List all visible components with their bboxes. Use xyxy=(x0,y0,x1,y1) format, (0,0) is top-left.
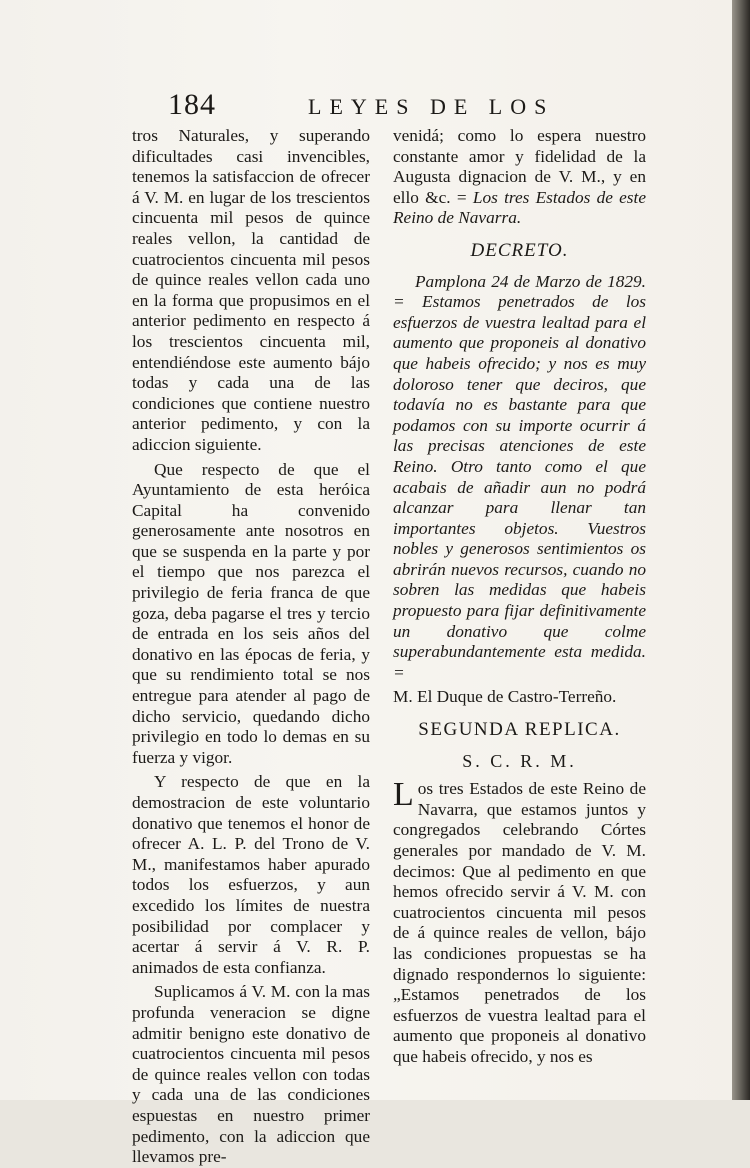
page-number: 184 xyxy=(168,88,216,121)
decree-block xyxy=(393,272,646,708)
replica-subheading: S. C. R. M. xyxy=(462,750,577,771)
decree-signature: M. El Duque de Castro-Terreño. xyxy=(393,687,617,707)
estates-signature: Los tres Estados de este Reino de Navarra. xyxy=(393,187,646,228)
paragraph: tros Naturales, y superando dificultades casi invencibles, tenemos la satisfaccion de ofrecer á V. M. en lugar de los trescientos cincuenta mil pesos de quince reales vellon, la cantidad de cuatrocientos cincuenta mil pesos de quince reales vellon cada uno en la forma que propusimos en el anterior pedimento en respecto á los trescientos cincuenta mil, entendiéndose este aumento bájo todas y cada una de las condiciones que contiene nuestro anterior pedimento, y con la adiccion siguiente. xyxy=(132,126,370,454)
left-column xyxy=(132,126,370,1168)
paragraph: Suplicamos á V. M. con la mas profunda veneracion se digne admitir benigno este donativo de cuatrocientos cincuenta mil pesos de quince reales vellon con todas y cada una de las condiciones espuestas en nuestro primer pedimento, con la adiccion que llevamos pre- xyxy=(132,982,370,1167)
replica-text: os tres Estados de este Reino de Navarra, que estamos juntos y congregados celebrando Córtes generales por mandado de V. M. decimos: Que al pedimento en que hemos ofrecido servir á V. M. con cuatrocientos cincuenta mil pesos de á quince reales de vellon, bájo las condiciones propuestas se ha dignado respondernos lo siguiente: „Estamos penetrados de los esfuerzos de vuestra lealtad para el aumento que proponeis al donativo que habeis ofrecido, y nos es xyxy=(393,779,646,1066)
page-header xyxy=(168,88,648,128)
replica-heading: SEGUNDA REPLICA. xyxy=(418,719,621,741)
drop-cap: L xyxy=(393,776,414,814)
book-gutter-shadow xyxy=(732,0,750,1100)
continuation-text: venidá; como lo espera nuestro constante amor y fidelidad de la Augusta dignacion de V. M., y en ello &c. = xyxy=(393,126,646,207)
right-column xyxy=(393,126,646,1068)
continuation-paragraph xyxy=(393,126,646,229)
paragraph: Y respecto de que en la demostracion de este voluntario donativo que tenemos el honor de ofrecer A. L. P. del Trono de V. M., manifestamos haber apurado todos los esfuerzos, y aun excedido los límites de nuestra posibilidad por complacer y acertar á servir á V. R. P. animados de esta confianza. xyxy=(132,772,370,977)
running-title: LEYES DE LOS xyxy=(308,94,555,119)
decree-heading: DECRETO. xyxy=(470,239,569,261)
paragraph: Que respecto de que el Ayuntamiento de esta heróica Capital ha convenido generosamente ante nosotros en que se suspenda en la parte y por el tiempo que nos parezca el privilegio de feria franca de que goza, deba pagarse el tres y tercio de entrada en los seis años del donativo en las épocas de feria, y que su rendimiento total se nos entregue para atender al pago de dicho servicio, quedando dicho privilegio en todo lo demas en su fuerza y vigor. xyxy=(132,459,370,767)
replica-paragraph xyxy=(393,776,646,1067)
decree-text: Pamplona 24 de Marzo de 1829. = Estamos penetrados de los esfuerzos de vuestra lealtad para el aumento que proponeis al donativo que habeis ofrecido; y nos es muy doloroso tener que deciros, que todavía no es bastante para que podamos con su importe ocurrir á las precisas atenciones de este Reino. Otro tanto como el que acabais de añadir aun no podrá alcanzar para llenar tan importantes objetos. Vuestros nobles y generosos sentimientos os abrirán nuevos recursos, cuando no sobren las medidas que habeis propuesto para fijar definitivamente un donativo que colme superabundantemente esta medida. = xyxy=(393,271,646,682)
